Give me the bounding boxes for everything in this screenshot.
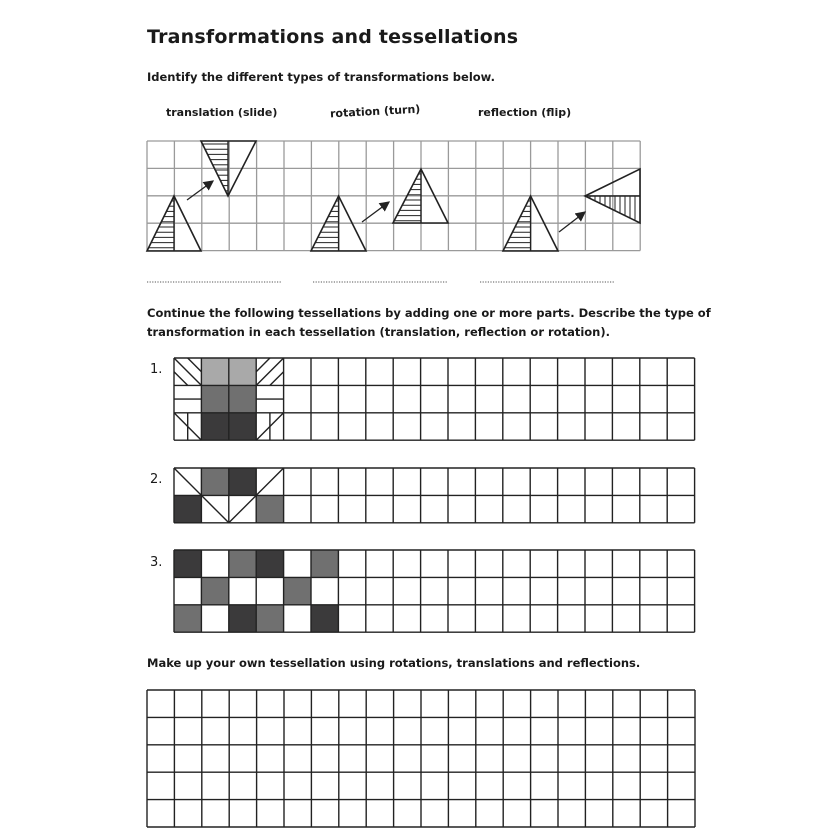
instruction-continue-2: transformation in each tessellation (translation, reflection or rotation). (147, 325, 610, 339)
tess2-diagonal (174, 468, 201, 495)
tess3-filled-cell (174, 550, 201, 577)
tess1-diagonal (174, 372, 188, 386)
label-reflection: reflection (flip) (478, 106, 572, 119)
tess3-filled-cell (229, 550, 256, 577)
instruction-continue-1: Continue the following tessellations by adding one or more parts. Describe the type of (147, 306, 711, 320)
tess1-diagonal (256, 358, 283, 385)
tess2-filled-cell (201, 468, 228, 495)
tess1-filled-cell (201, 385, 228, 412)
tess3-filled-cell (229, 605, 256, 632)
tess3-filled-cell (201, 577, 228, 604)
tess3-filled-cell (256, 550, 283, 577)
tess2-diagonal (201, 495, 228, 522)
tessellation-number-1: 1. (150, 362, 163, 377)
tess1-filled-cell (201, 413, 228, 440)
transformation-grid (147, 141, 640, 251)
tess1-diagonal (256, 358, 270, 372)
tessellation-number-2: 2. (150, 472, 163, 487)
tess2-filled-cell (229, 468, 256, 495)
tessellation-number-3: 3. (150, 555, 163, 570)
label-rotation: rotation (turn) (329, 102, 421, 121)
tess3-filled-cell (174, 605, 201, 632)
tess1-diagonal (174, 358, 201, 385)
tess3-filled-cell (284, 577, 311, 604)
label-translation: translation (slide) (166, 106, 278, 119)
tess1-diagonal (188, 358, 202, 372)
tess2-diagonal (229, 495, 256, 522)
tess1-filled-cell (229, 413, 256, 440)
arrow-icon-1 (187, 181, 213, 200)
tess2-filled-cell (256, 495, 283, 522)
tess3-filled-cell (311, 550, 338, 577)
tess2-filled-cell (174, 495, 201, 522)
arrow-icon-3 (559, 212, 585, 232)
tess3-filled-cell (256, 605, 283, 632)
tess3-filled-cell (311, 605, 338, 632)
page-title: Transformations and tessellations (147, 26, 519, 48)
own-tessellation-grid[interactable] (147, 690, 695, 827)
tess1-filled-cell (201, 358, 228, 385)
tess2-diagonal (256, 468, 283, 495)
instruction-own: Make up your own tessellation using rotations, translations and reflections. (147, 656, 641, 670)
tess1-diagonal (270, 372, 284, 386)
tess1-filled-cell (229, 385, 256, 412)
instruction-identify: Identify the different types of transformations below. (147, 70, 495, 84)
tess1-filled-cell (229, 358, 256, 385)
